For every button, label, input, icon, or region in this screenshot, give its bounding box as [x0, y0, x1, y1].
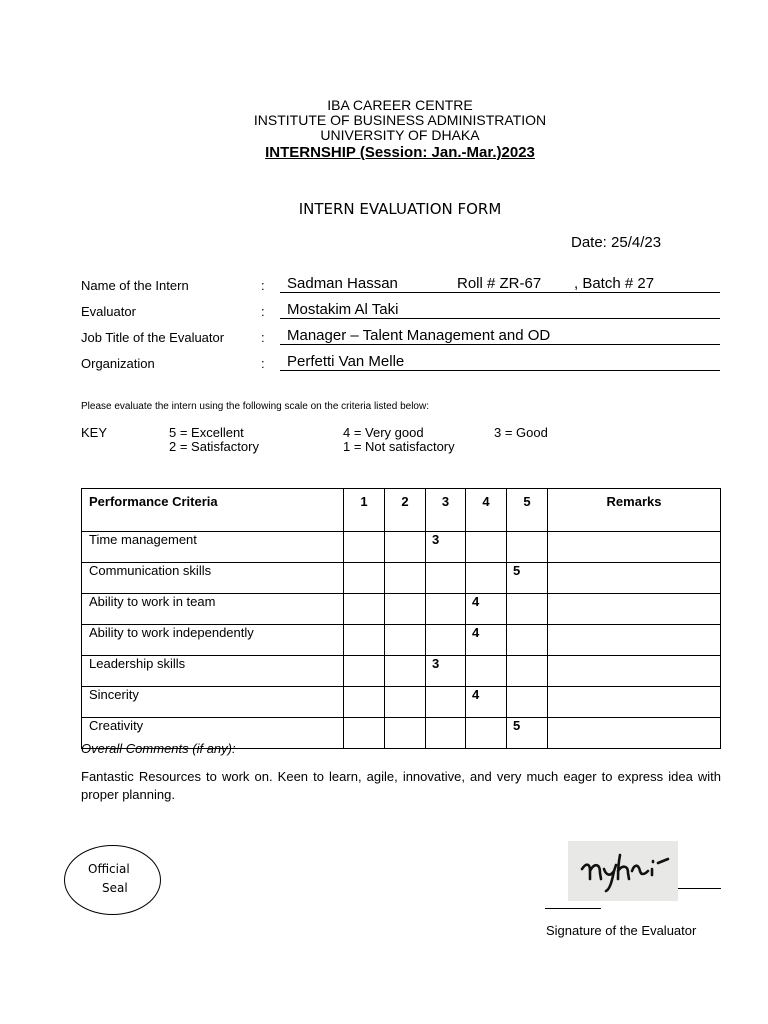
table-header-row	[82, 489, 721, 532]
criterion-cell: Creativity	[82, 718, 344, 749]
header-score-3: 3	[426, 489, 466, 532]
criterion-cell: Ability to work independently	[82, 625, 344, 656]
key-5: 5 = Excellent	[169, 425, 244, 440]
score-cell-5	[507, 594, 548, 625]
header-score-2: 2	[385, 489, 426, 532]
header-line-3: UNIVERSITY OF DHAKA	[320, 127, 480, 143]
score-cell-2	[385, 563, 426, 594]
field-colon: :	[261, 278, 265, 293]
header-remarks: Remarks	[548, 489, 721, 532]
field-label-intern-name: Name of the Intern	[81, 278, 189, 293]
remarks-cell	[548, 687, 721, 718]
evaluation-table	[81, 488, 721, 749]
official-seal	[64, 845, 161, 915]
criterion-cell: Time management	[82, 532, 344, 563]
field-colon: :	[261, 356, 265, 371]
score-cell-3	[426, 594, 466, 625]
score-cell-5	[507, 532, 548, 563]
field-label-organization: Organization	[81, 356, 155, 371]
signature-line	[545, 908, 601, 909]
criterion-cell: Communication skills	[82, 563, 344, 594]
table-row	[82, 563, 721, 594]
score-cell-1	[344, 687, 385, 718]
instruction-text: Please evaluate the intern using the following scale on the criteria listed below:	[81, 401, 429, 412]
field-underline	[280, 344, 720, 345]
seal-line-1: Official	[88, 862, 130, 876]
score-cell-3	[426, 625, 466, 656]
table-row	[82, 532, 721, 563]
field-underline	[280, 318, 720, 319]
remarks-cell	[548, 594, 721, 625]
comments-text: Fantastic Resources to work on. Keen to learn, agile, innovative, and very much eager to express idea with proper planning.	[81, 769, 721, 802]
score-cell-4	[466, 718, 507, 749]
criterion-cell: Leadership skills	[82, 656, 344, 687]
score-cell-1	[344, 532, 385, 563]
field-value-organization: Perfetti Van Melle	[287, 353, 405, 370]
key-2: 2 = Satisfactory	[169, 439, 259, 454]
remarks-cell	[548, 625, 721, 656]
header-line-4: INTERNSHIP (Session: Jan.-Mar.)2023	[265, 144, 535, 161]
key-4: 4 = Very good	[343, 425, 424, 440]
signature-scribble	[568, 841, 678, 901]
score-cell-5: 5	[507, 718, 548, 749]
score-cell-4: 4	[466, 625, 507, 656]
header-score-1: 1	[344, 489, 385, 532]
header-line-1: IBA CAREER CENTRE	[327, 97, 473, 113]
score-cell-2	[385, 656, 426, 687]
field-colon: :	[261, 330, 265, 345]
score-cell-4	[466, 563, 507, 594]
score-cell-4: 4	[466, 594, 507, 625]
signature-line	[678, 888, 721, 889]
signature-image	[568, 841, 678, 901]
table-row	[82, 594, 721, 625]
signature-label: Signature of the Evaluator	[546, 923, 697, 938]
header-criteria: Performance Criteria	[82, 489, 344, 532]
score-cell-4	[466, 532, 507, 563]
score-cell-3	[426, 563, 466, 594]
remarks-cell	[548, 656, 721, 687]
score-cell-3	[426, 718, 466, 749]
score-cell-1	[344, 594, 385, 625]
field-value-roll: Roll # ZR-67	[457, 275, 542, 292]
seal-line-2: Seal	[102, 881, 128, 895]
field-underline	[280, 370, 720, 371]
score-cell-5: 5	[507, 563, 548, 594]
score-cell-3: 3	[426, 656, 466, 687]
key-3: 3 = Good	[494, 425, 548, 440]
remarks-cell	[548, 563, 721, 594]
score-cell-4: 4	[466, 687, 507, 718]
key-1: 1 = Not satisfactory	[343, 439, 455, 454]
field-label-job-title: Job Title of the Evaluator	[81, 330, 225, 345]
field-value-intern-name: Sadman Hassan	[287, 275, 398, 292]
score-cell-5	[507, 625, 548, 656]
criterion-cell: Ability to work in team	[82, 594, 344, 625]
table-row	[82, 656, 721, 687]
field-label-evaluator: Evaluator	[81, 304, 136, 319]
score-cell-2	[385, 594, 426, 625]
table-row	[82, 625, 721, 656]
score-cell-5	[507, 687, 548, 718]
score-cell-2	[385, 625, 426, 656]
score-cell-2	[385, 718, 426, 749]
score-cell-1	[344, 718, 385, 749]
field-colon: :	[261, 304, 265, 319]
key-label: KEY	[81, 425, 108, 440]
criterion-cell: Sincerity	[82, 687, 344, 718]
field-underline	[280, 292, 720, 293]
score-cell-4	[466, 656, 507, 687]
comments-label: Overall Comments (if any):	[81, 741, 236, 756]
score-cell-3	[426, 687, 466, 718]
header-line-2: INSTITUTE OF BUSINESS ADMINISTRATION	[253, 112, 547, 128]
score-cell-5	[507, 656, 548, 687]
score-cell-1	[344, 563, 385, 594]
score-cell-2	[385, 532, 426, 563]
remarks-cell	[548, 718, 721, 749]
field-value-batch: , Batch # 27	[574, 275, 655, 292]
score-cell-1	[344, 656, 385, 687]
header-score-4: 4	[466, 489, 507, 532]
field-value-evaluator: Mostakim Al Taki	[287, 301, 399, 318]
score-cell-1	[344, 625, 385, 656]
field-value-job-title: Manager – Talent Management and OD	[287, 327, 551, 344]
form-title: INTERN EVALUATION FORM	[298, 200, 502, 218]
date: Date: 25/4/23	[571, 234, 662, 251]
score-cell-2	[385, 687, 426, 718]
header-score-5: 5	[507, 489, 548, 532]
score-cell-3: 3	[426, 532, 466, 563]
remarks-cell	[548, 532, 721, 563]
table-row	[82, 687, 721, 718]
